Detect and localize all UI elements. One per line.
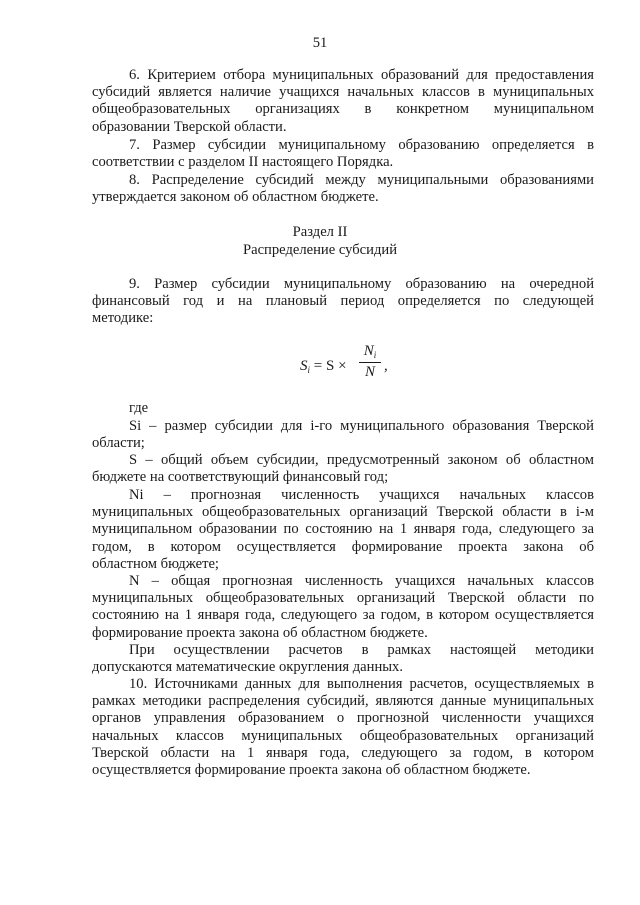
text-line: 6. Критерием отбора муниципальных образований для предоставления	[129, 67, 594, 83]
paragraph-6	[92, 67, 594, 136]
text-line: методике:	[92, 310, 154, 327]
fraction-bar	[359, 362, 381, 363]
text-line: рамках методики распределения субсидий, являются данные муниципальных	[92, 693, 594, 710]
text-line: муниципальных общеобразовательных организаций Тверской области в i-м	[92, 504, 594, 521]
text-line: муниципальных общеобразовательных организаций Тверской области по	[92, 590, 594, 607]
text-line: N – общая прогнозная численность учащихся начальных классов	[129, 573, 594, 589]
text-line: соответствии с разделом II настоящего Порядка.	[92, 154, 394, 171]
definition-s	[92, 452, 594, 486]
section-title: Раздел II	[292, 224, 348, 240]
text-line: годом, в котором осуществляется формирование проекта закона об	[92, 538, 594, 555]
text-line: При осуществлении расчетов в рамках настоящей методики	[129, 642, 594, 658]
formula-rhs: = S ×	[313, 358, 347, 374]
numerator-var: N	[363, 343, 374, 359]
text-line: общеобразовательных организациях в конкретном муниципальном	[92, 101, 594, 118]
text-line: осуществляется формирование проекта закона об областном бюджете.	[92, 761, 531, 778]
text-line: 8. Распределение субсидий между муниципальными образованиями	[129, 172, 594, 188]
text-line: области;	[92, 435, 145, 452]
formula-fraction	[359, 343, 381, 382]
paragraph-9	[92, 276, 594, 328]
text-line: финансовый год и на плановый период определяется по следующей	[92, 293, 594, 310]
text-line: Si – размер субсидии для i-го муниципального образования Тверской	[129, 418, 594, 434]
text-line: состоянию на 1 января года, следующего за годом, в котором осуществляется	[92, 607, 594, 624]
rounding-note	[92, 642, 594, 676]
formula-lhs	[300, 358, 347, 379]
text-line: допускаются математические округления данных.	[92, 659, 404, 676]
text-line: субсидий является наличие учащихся начальных классов в муниципальных	[92, 84, 594, 101]
paragraph-8	[92, 172, 594, 206]
numerator-sub: i	[373, 350, 377, 360]
text-line: Тверской области на 1 января года, следующего за годом, в котором	[92, 744, 594, 761]
definition-n	[92, 573, 594, 642]
text-line: формирование проекта закона об областном бюджете.	[92, 624, 428, 641]
text-line: начальных классов муниципальных общеобразовательных организаций	[92, 727, 594, 744]
text-line: областном бюджете;	[92, 555, 219, 572]
formula-comma: ,	[384, 358, 388, 374]
text-line: 9. Размер субсидии муниципальному образованию на очередной	[129, 276, 594, 292]
paragraph-10	[92, 676, 594, 779]
formula-denominator: N	[364, 364, 375, 380]
text-line: S – общий объем субсидии, предусмотренный законом об областном	[129, 452, 594, 468]
text-line: Ni – прогнозная численность учащихся начальных классов	[129, 487, 594, 503]
text-line: муниципальном образовании по состоянию на 1 января года, следующего за	[92, 521, 594, 538]
distribution-formula	[300, 343, 440, 393]
definition-ni	[92, 487, 594, 573]
text-line: 10. Источниками данных для выполнения расчетов, осуществляемых в	[129, 676, 594, 692]
page-number: 51	[312, 35, 328, 51]
formula-lhs-var: S	[300, 358, 308, 374]
formula-lhs-sub: i	[307, 365, 311, 375]
where-label: где	[129, 400, 149, 416]
text-line: органов управления образованием о прогнозной численности учащихся	[92, 710, 594, 727]
definition-si	[92, 418, 594, 452]
text-line: бюджете на соответствующий финансовый год;	[92, 469, 389, 486]
paragraph-7	[92, 137, 594, 171]
text-line: утверждается законом об областном бюджете.	[92, 189, 379, 206]
where-label-block	[92, 400, 594, 417]
section-subtitle: Распределение субсидий	[242, 242, 398, 258]
formula-numerator	[359, 343, 381, 361]
text-line: образовании Тверской области.	[92, 118, 287, 135]
text-line: 7. Размер субсидии муниципальному образованию определяется в	[129, 137, 594, 153]
